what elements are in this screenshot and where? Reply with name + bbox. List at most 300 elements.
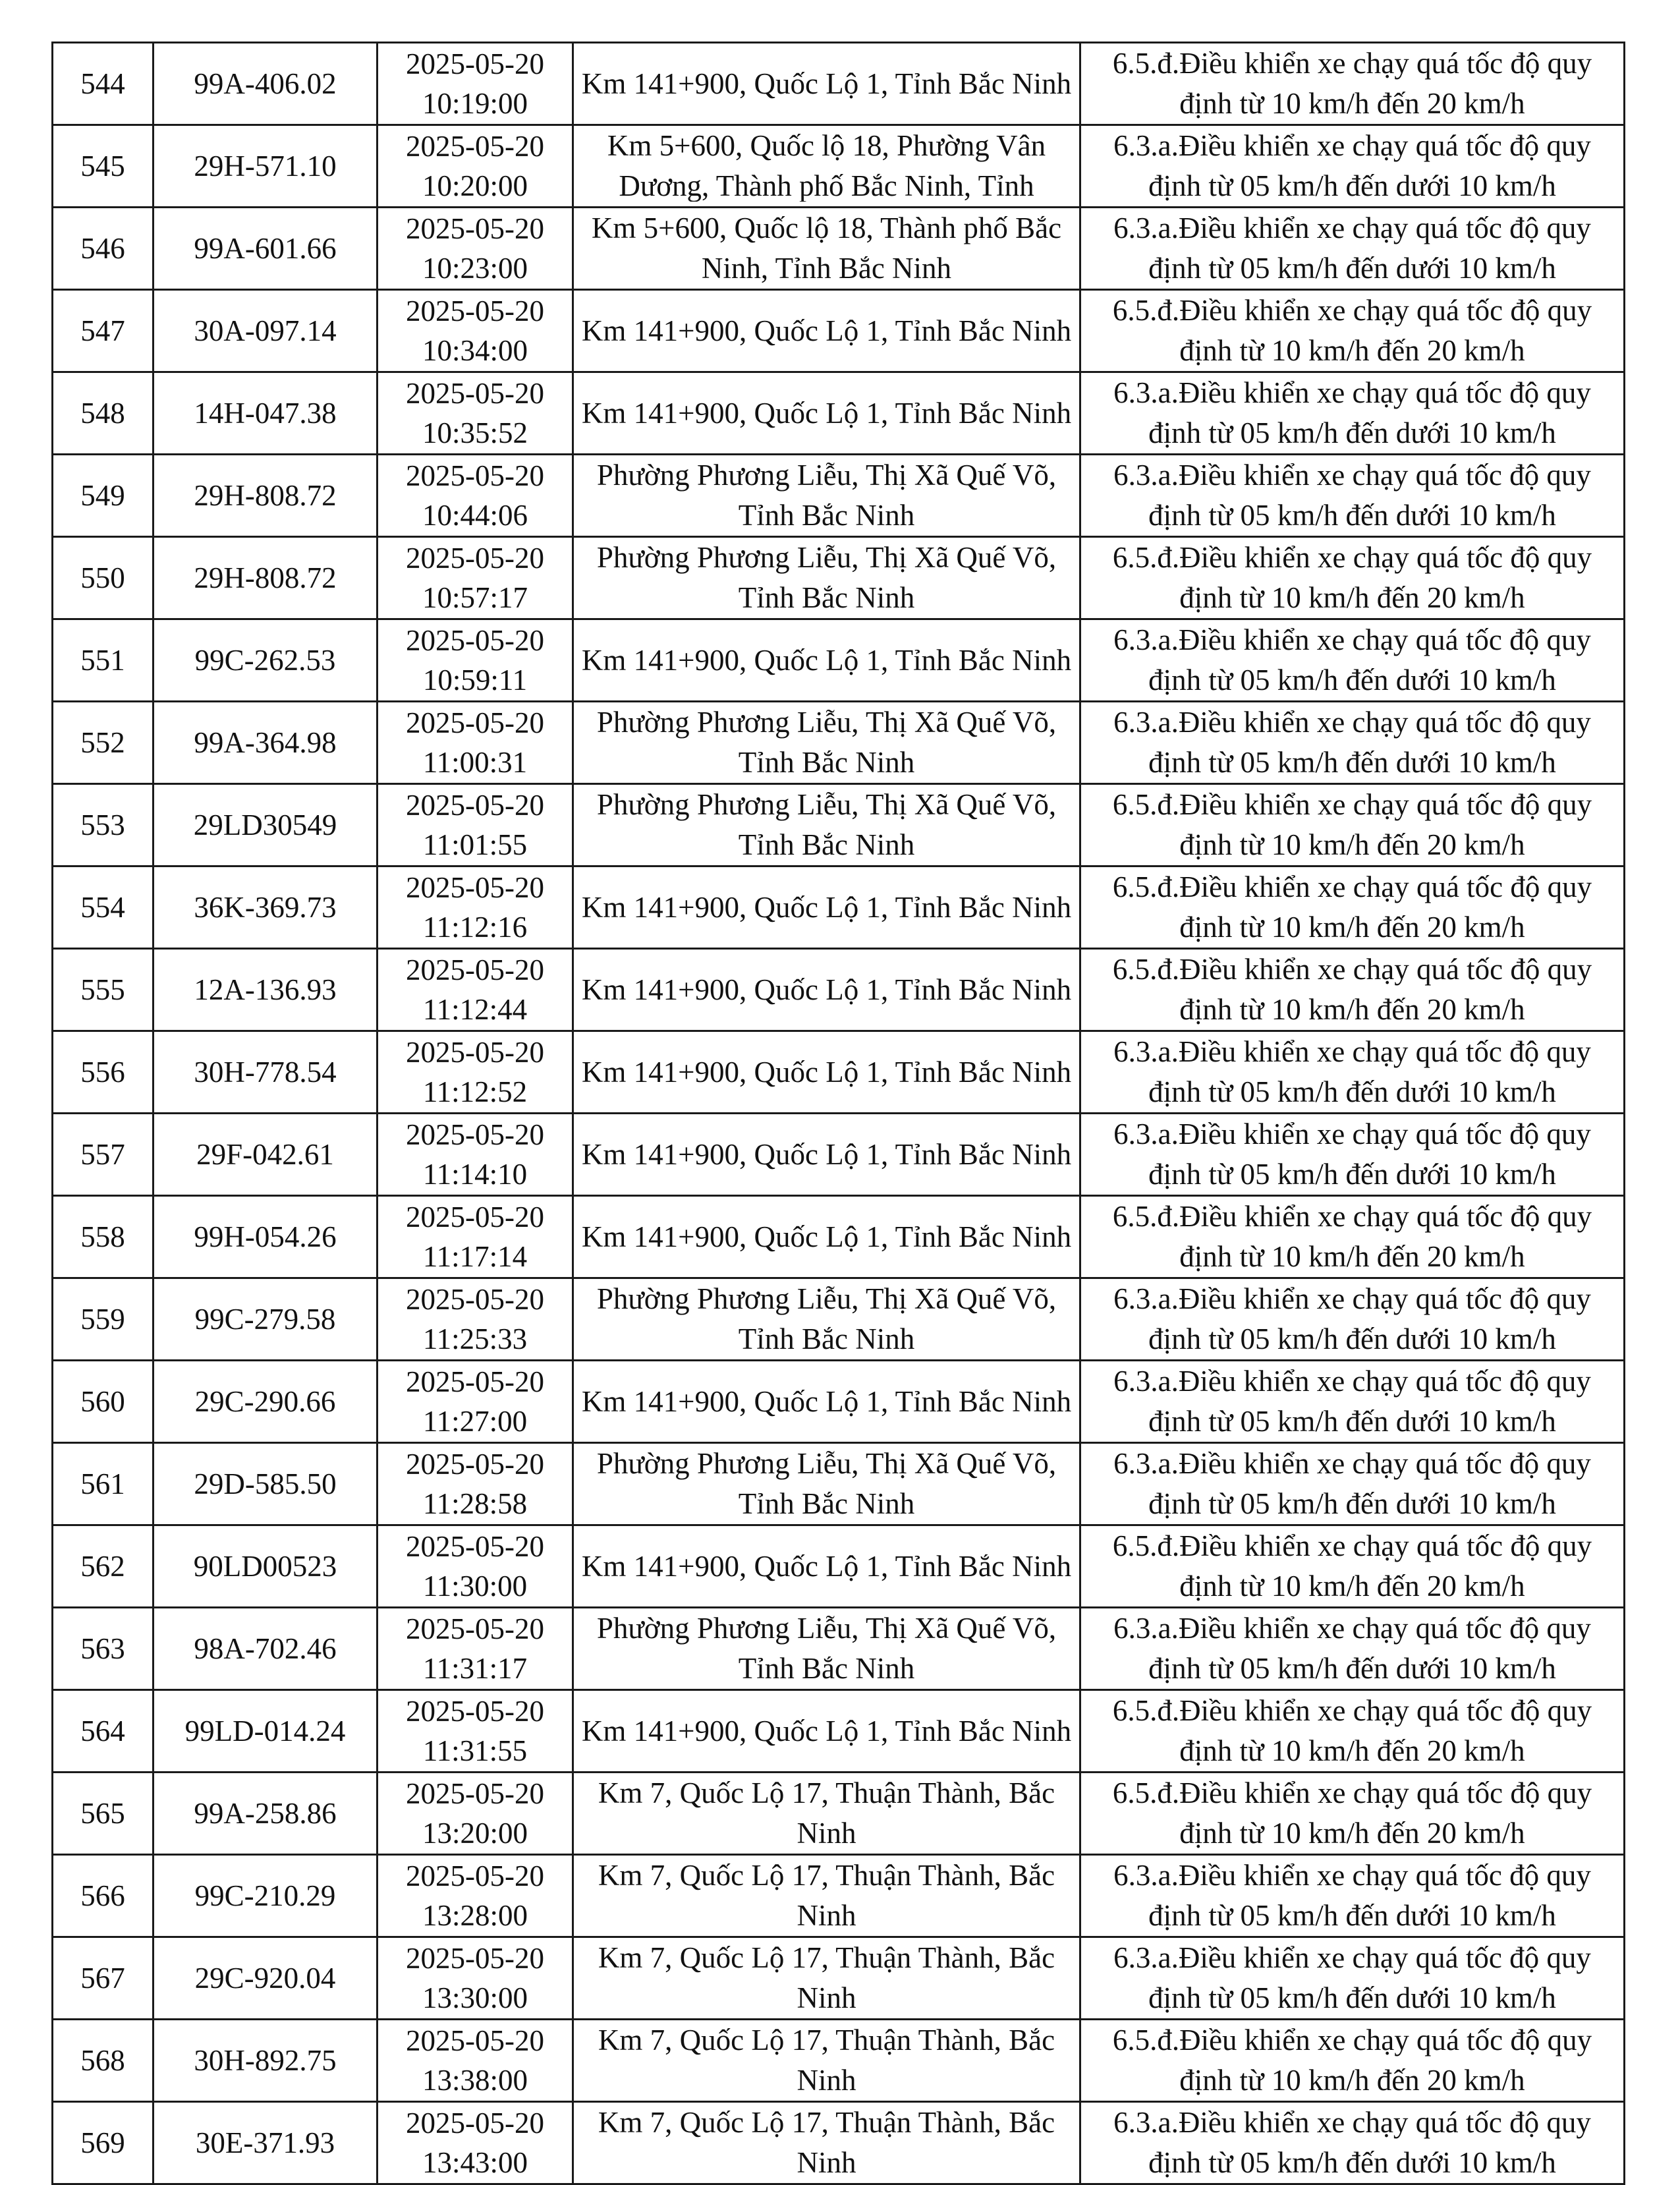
- cell-stt: [53, 702, 154, 784]
- cell-location: [573, 290, 1080, 372]
- cell-violation-text: 6.3.a.Điều khiển xe chạy quá tốc độ quy định từ 05 km/h đến dưới 10 km/h: [1113, 1365, 1591, 1438]
- table-row: [53, 1196, 1625, 1278]
- cell-datetime-text: 11:12:16: [422, 911, 528, 944]
- cell-datetime-text: 2025-05-20: [406, 706, 544, 739]
- cell-datetime-text: 11:12:52: [422, 1075, 528, 1108]
- cell-stt-text: 553: [80, 808, 125, 841]
- cell-plate-text: 99C-210.29: [194, 1879, 336, 1912]
- cell-plate: [154, 2020, 378, 2102]
- cell-plate: [154, 1031, 378, 1114]
- cell-violation-text: 6.5.đ.Điều khiển xe chạy quá tốc độ quy định từ 10 km/h đến 20 km/h: [1112, 1694, 1592, 1767]
- cell-location-text: Km 141+900, Quốc Lộ 1, Tỉnh Bắc Ninh: [581, 1384, 1072, 1418]
- cell-location: [573, 702, 1080, 784]
- cell-datetime-text: 11:30:00: [422, 1570, 528, 1603]
- cell-plate-text: 90LD00523: [193, 1549, 337, 1583]
- cell-datetime-text: 11:31:55: [422, 1734, 528, 1767]
- cell-location-text: Phường Phương Liễu, Thị Xã Quế Võ, Tỉnh Bắc Ninh: [596, 541, 1057, 614]
- cell-location: [573, 372, 1080, 455]
- cell-location-text: Phường Phương Liễu, Thị Xã Quế Võ, Tỉnh Bắc Ninh: [596, 1447, 1057, 1520]
- cell-stt-text: 555: [80, 973, 125, 1006]
- cell-stt-text: 550: [80, 561, 125, 594]
- cell-stt: [53, 1031, 154, 1114]
- cell-violation: [1080, 1031, 1625, 1114]
- cell-datetime-text: 11:00:31: [422, 746, 528, 779]
- cell-violation: [1080, 208, 1625, 290]
- cell-stt-text: 561: [80, 1467, 125, 1500]
- cell-plate: [154, 1196, 378, 1278]
- cell-violation-text: 6.5.đ.Điều khiển xe chạy quá tốc độ quy định từ 10 km/h đến 20 km/h: [1112, 541, 1592, 614]
- cell-location: [573, 455, 1080, 537]
- cell-datetime-text: 13:28:00: [422, 1899, 528, 1932]
- cell-datetime-text: 2025-05-20: [406, 377, 544, 410]
- cell-datetime-text: 2025-05-20: [406, 212, 544, 245]
- cell-datetime-text: 2025-05-20: [406, 130, 544, 163]
- cell-violation: [1080, 372, 1625, 455]
- cell-datetime-text: 13:20:00: [422, 1817, 528, 1850]
- cell-violation-text: 6.3.a.Điều khiển xe chạy quá tốc độ quy định từ 05 km/h đến dưới 10 km/h: [1113, 706, 1591, 779]
- cell-datetime: [378, 1114, 573, 1196]
- cell-location: [573, 949, 1080, 1031]
- cell-stt-text: 545: [80, 149, 125, 183]
- cell-location-text: Km 5+600, Quốc lộ 18, Thành phố Bắc Ninh, Tỉnh Bắc Ninh: [591, 212, 1062, 284]
- cell-datetime-text: 10:35:52: [422, 416, 528, 449]
- cell-stt: [53, 1196, 154, 1278]
- cell-stt: [53, 1278, 154, 1361]
- cell-datetime-text: 2025-05-20: [406, 1201, 544, 1234]
- cell-plate-text: 29H-571.10: [194, 149, 337, 183]
- cell-datetime-text: 2025-05-20: [406, 1448, 544, 1481]
- cell-stt-text: 546: [80, 231, 125, 265]
- cell-violation-text: 6.5.đ.Điều khiển xe chạy quá tốc độ quy định từ 10 km/h đến 20 km/h: [1112, 47, 1592, 120]
- cell-violation: [1080, 1773, 1625, 1855]
- cell-violation: [1080, 1114, 1625, 1196]
- cell-plate-text: 14H-047.38: [194, 396, 337, 430]
- cell-datetime-text: 11:28:58: [422, 1487, 528, 1520]
- cell-location: [573, 1773, 1080, 1855]
- cell-datetime: [378, 1443, 573, 1525]
- cell-stt-text: 567: [80, 1961, 125, 1995]
- cell-stt-text: 548: [80, 396, 125, 430]
- cell-location: [573, 1361, 1080, 1443]
- table-row: [53, 1278, 1625, 1361]
- cell-violation-text: 6.5.đ.Điều khiển xe chạy quá tốc độ quy định từ 10 km/h đến 20 km/h: [1112, 2024, 1592, 2097]
- cell-violation-text: 6.3.a.Điều khiển xe chạy quá tốc độ quy định từ 05 km/h đến dưới 10 km/h: [1113, 1612, 1591, 1685]
- cell-plate: [154, 537, 378, 619]
- cell-stt-text: 557: [80, 1137, 125, 1171]
- cell-stt-text: 551: [80, 643, 125, 677]
- cell-stt-text: 566: [80, 1879, 125, 1912]
- cell-location: [573, 619, 1080, 702]
- cell-location-text: Km 141+900, Quốc Lộ 1, Tỉnh Bắc Ninh: [581, 1549, 1072, 1583]
- cell-plate-text: 30H-778.54: [194, 1055, 337, 1089]
- cell-datetime-text: 2025-05-20: [406, 1859, 544, 1892]
- cell-plate-text: 29H-808.72: [194, 561, 337, 594]
- cell-violation: [1080, 702, 1625, 784]
- cell-violation-text: 6.3.a.Điều khiển xe chạy quá tốc độ quy định từ 05 km/h đến dưới 10 km/h: [1113, 376, 1591, 449]
- cell-plate-text: 29C-290.66: [194, 1384, 336, 1418]
- table-row: [53, 1525, 1625, 1608]
- cell-stt: [53, 949, 154, 1031]
- cell-datetime-text: 2025-05-20: [406, 871, 544, 904]
- cell-datetime: [378, 949, 573, 1031]
- cell-plate-text: 29C-920.04: [194, 1961, 336, 1995]
- table-row: [53, 208, 1625, 290]
- cell-stt-text: 564: [80, 1714, 125, 1747]
- cell-plate: [154, 619, 378, 702]
- cell-datetime: [378, 2020, 573, 2102]
- cell-violation: [1080, 455, 1625, 537]
- cell-datetime-text: 2025-05-20: [406, 953, 544, 986]
- table-row: [53, 537, 1625, 619]
- cell-violation-text: 6.5.đ.Điều khiển xe chạy quá tốc độ quy định từ 10 km/h đến 20 km/h: [1112, 870, 1592, 944]
- cell-location: [573, 866, 1080, 949]
- cell-stt: [53, 455, 154, 537]
- cell-location-text: Km 7, Quốc Lộ 17, Thuận Thành, Bắc Ninh: [598, 2106, 1055, 2179]
- table-row: [53, 2020, 1625, 2102]
- cell-location-text: Phường Phương Liễu, Thị Xã Quế Võ, Tỉnh Bắc Ninh: [596, 1282, 1057, 1355]
- cell-plate: [154, 949, 378, 1031]
- cell-datetime: [378, 372, 573, 455]
- cell-datetime: [378, 1031, 573, 1114]
- cell-violation-text: 6.3.a.Điều khiển xe chạy quá tốc độ quy định từ 05 km/h đến dưới 10 km/h: [1113, 459, 1591, 532]
- cell-violation-text: 6.3.a.Điều khiển xe chạy quá tốc độ quy định từ 05 km/h đến dưới 10 km/h: [1113, 1447, 1591, 1520]
- table-row: [53, 1608, 1625, 1690]
- cell-datetime: [378, 1690, 573, 1773]
- table-row: [53, 1361, 1625, 1443]
- cell-datetime-text: 10:57:17: [422, 581, 528, 614]
- cell-datetime-text: 11:12:44: [422, 993, 528, 1026]
- cell-location: [573, 1608, 1080, 1690]
- cell-datetime: [378, 702, 573, 784]
- cell-violation-text: 6.5.đ.Điều khiển xe chạy quá tốc độ quy định từ 10 km/h đến 20 km/h: [1112, 1776, 1592, 1850]
- cell-plate: [154, 2102, 378, 2184]
- cell-plate: [154, 1443, 378, 1525]
- cell-stt-text: 563: [80, 1632, 125, 1665]
- cell-location-text: Km 7, Quốc Lộ 17, Thuận Thành, Bắc Ninh: [598, 1941, 1055, 2014]
- cell-plate-text: 99A-258.86: [194, 1796, 337, 1830]
- cell-location-text: Phường Phương Liễu, Thị Xã Quế Võ, Tỉnh Bắc Ninh: [596, 788, 1057, 861]
- cell-plate-text: 29LD30549: [193, 808, 337, 841]
- table-row: [53, 1114, 1625, 1196]
- cell-location-text: Km 7, Quốc Lộ 17, Thuận Thành, Bắc Ninh: [598, 2024, 1055, 2097]
- cell-violation: [1080, 1525, 1625, 1608]
- cell-stt: [53, 43, 154, 125]
- cell-violation: [1080, 619, 1625, 702]
- cell-violation-text: 6.3.a.Điều khiển xe chạy quá tốc độ quy định từ 05 km/h đến dưới 10 km/h: [1113, 2106, 1591, 2179]
- cell-datetime: [378, 208, 573, 290]
- cell-plate: [154, 702, 378, 784]
- cell-datetime-text: 2025-05-20: [406, 1777, 544, 1810]
- cell-datetime-text: 2025-05-20: [406, 295, 544, 327]
- cell-location-text: Km 5+600, Quốc lộ 18, Phường Vân Dương, Thành phố Bắc Ninh, Tỉnh: [607, 129, 1046, 202]
- cell-plate: [154, 125, 378, 208]
- cell-plate: [154, 1855, 378, 1937]
- table-row: [53, 1690, 1625, 1773]
- cell-violation-text: 6.5.đ.Điều khiển xe chạy quá tốc độ quy định từ 10 km/h đến 20 km/h: [1112, 294, 1592, 367]
- cell-datetime-text: 2025-05-20: [406, 1283, 544, 1316]
- cell-datetime-text: 2025-05-20: [406, 1118, 544, 1151]
- cell-datetime: [378, 290, 573, 372]
- cell-stt: [53, 619, 154, 702]
- cell-location-text: Km 141+900, Quốc Lộ 1, Tỉnh Bắc Ninh: [581, 1055, 1072, 1089]
- cell-violation: [1080, 1443, 1625, 1525]
- cell-datetime-text: 2025-05-20: [406, 47, 544, 80]
- table-row: [53, 290, 1625, 372]
- cell-plate-text: 99A-406.02: [194, 67, 337, 100]
- cell-datetime-text: 2025-05-20: [406, 542, 544, 575]
- cell-violation: [1080, 2020, 1625, 2102]
- cell-plate-text: 99H-054.26: [194, 1220, 337, 1253]
- cell-plate-text: 99LD-014.24: [184, 1714, 346, 1747]
- cell-violation-text: 6.3.a.Điều khiển xe chạy quá tốc độ quy định từ 05 km/h đến dưới 10 km/h: [1113, 212, 1591, 285]
- cell-datetime-text: 10:59:11: [422, 664, 528, 696]
- cell-violation: [1080, 1278, 1625, 1361]
- cell-stt-text: 549: [80, 478, 125, 512]
- cell-stt: [53, 2102, 154, 2184]
- cell-stt-text: 547: [80, 314, 125, 347]
- cell-plate-text: 36K-369.73: [194, 890, 337, 924]
- cell-violation-text: 6.5.đ.Điều khiển xe chạy quá tốc độ quy định từ 10 km/h đến 20 km/h: [1112, 953, 1592, 1026]
- table-row: [53, 702, 1625, 784]
- cell-stt-text: 569: [80, 2126, 125, 2159]
- cell-datetime: [378, 537, 573, 619]
- cell-violation: [1080, 949, 1625, 1031]
- cell-datetime-text: 2025-05-20: [406, 1695, 544, 1728]
- cell-location-text: Phường Phương Liễu, Thị Xã Quế Võ, Tỉnh Bắc Ninh: [596, 706, 1057, 779]
- cell-stt: [53, 784, 154, 866]
- cell-plate-text: 29H-808.72: [194, 478, 337, 512]
- cell-datetime-text: 11:14:10: [422, 1158, 528, 1191]
- cell-violation-text: 6.5.đ.Điều khiển xe chạy quá tốc độ quy định từ 10 km/h đến 20 km/h: [1112, 788, 1592, 861]
- cell-datetime-text: 2025-05-20: [406, 1036, 544, 1069]
- cell-location-text: Km 7, Quốc Lộ 17, Thuận Thành, Bắc Ninh: [598, 1859, 1055, 1932]
- cell-stt: [53, 1114, 154, 1196]
- cell-plate-text: 99C-279.58: [194, 1302, 336, 1336]
- cell-datetime-text: 11:01:55: [422, 828, 528, 861]
- cell-violation: [1080, 1690, 1625, 1773]
- cell-datetime: [378, 866, 573, 949]
- cell-plate: [154, 455, 378, 537]
- cell-datetime-text: 2025-05-20: [406, 1530, 544, 1563]
- cell-stt: [53, 1361, 154, 1443]
- cell-stt: [53, 866, 154, 949]
- cell-location-text: Km 141+900, Quốc Lộ 1, Tỉnh Bắc Ninh: [581, 643, 1072, 677]
- cell-stt: [53, 208, 154, 290]
- table-row: [53, 43, 1625, 125]
- cell-violation-text: 6.3.a.Điều khiển xe chạy quá tốc độ quy định từ 05 km/h đến dưới 10 km/h: [1113, 1859, 1591, 1932]
- cell-plate: [154, 1361, 378, 1443]
- cell-violation: [1080, 1608, 1625, 1690]
- cell-location: [573, 2102, 1080, 2184]
- table-row: [53, 2102, 1625, 2184]
- cell-violation: [1080, 1855, 1625, 1937]
- cell-location: [573, 1031, 1080, 1114]
- cell-datetime-text: 2025-05-20: [406, 2107, 544, 2140]
- cell-plate: [154, 1525, 378, 1608]
- cell-datetime-text: 2025-05-20: [406, 1942, 544, 1975]
- cell-location-text: Phường Phương Liễu, Thị Xã Quế Võ, Tỉnh Bắc Ninh: [596, 1612, 1057, 1685]
- cell-violation-text: 6.5.đ.Điều khiển xe chạy quá tốc độ quy định từ 10 km/h đến 20 km/h: [1112, 1200, 1592, 1273]
- cell-stt-text: 558: [80, 1220, 125, 1253]
- cell-plate: [154, 866, 378, 949]
- cell-stt: [53, 1525, 154, 1608]
- cell-violation-text: 6.3.a.Điều khiển xe chạy quá tốc độ quy định từ 05 km/h đến dưới 10 km/h: [1113, 1282, 1591, 1355]
- cell-violation-text: 6.3.a.Điều khiển xe chạy quá tốc độ quy định từ 05 km/h đến dưới 10 km/h: [1113, 129, 1591, 202]
- cell-datetime: [378, 2102, 573, 2184]
- cell-datetime: [378, 43, 573, 125]
- cell-plate: [154, 784, 378, 866]
- cell-violation-text: 6.3.a.Điều khiển xe chạy quá tốc độ quy định từ 05 km/h đến dưới 10 km/h: [1113, 1118, 1591, 1191]
- cell-plate-text: 29D-585.50: [194, 1467, 337, 1500]
- table-row: [53, 866, 1625, 949]
- cell-stt-text: 568: [80, 2043, 125, 2077]
- cell-datetime-text: 10:34:00: [422, 334, 528, 367]
- cell-stt-text: 552: [80, 725, 125, 759]
- cell-datetime-text: 2025-05-20: [406, 789, 544, 822]
- cell-datetime-text: 13:38:00: [422, 2064, 528, 2097]
- cell-violation: [1080, 1196, 1625, 1278]
- cell-violation: [1080, 784, 1625, 866]
- cell-stt: [53, 1608, 154, 1690]
- cell-stt: [53, 1855, 154, 1937]
- cell-datetime-text: 10:23:00: [422, 252, 528, 285]
- table-row: [53, 455, 1625, 537]
- table-row: [53, 949, 1625, 1031]
- cell-location-text: Km 141+900, Quốc Lộ 1, Tỉnh Bắc Ninh: [581, 67, 1072, 100]
- cell-violation-text: 6.3.a.Điều khiển xe chạy quá tốc độ quy định từ 05 km/h đến dưới 10 km/h: [1113, 1941, 1591, 2014]
- cell-plate-text: 99A-601.66: [194, 231, 337, 265]
- cell-plate-text: 98A-702.46: [194, 1632, 337, 1665]
- cell-violation-text: 6.3.a.Điều khiển xe chạy quá tốc độ quy định từ 05 km/h đến dưới 10 km/h: [1113, 1035, 1591, 1108]
- cell-location-text: Km 141+900, Quốc Lộ 1, Tỉnh Bắc Ninh: [581, 1220, 1072, 1253]
- table-row: [53, 784, 1625, 866]
- cell-location: [573, 125, 1080, 208]
- cell-location: [573, 1114, 1080, 1196]
- cell-violation: [1080, 125, 1625, 208]
- cell-datetime-text: 2025-05-20: [406, 459, 544, 492]
- cell-stt: [53, 1937, 154, 2020]
- cell-violation: [1080, 1937, 1625, 2020]
- cell-location-text: Km 141+900, Quốc Lộ 1, Tỉnh Bắc Ninh: [581, 1137, 1072, 1171]
- cell-plate: [154, 290, 378, 372]
- cell-datetime: [378, 1361, 573, 1443]
- cell-location: [573, 208, 1080, 290]
- table-row: [53, 1443, 1625, 1525]
- cell-stt-text: 544: [80, 67, 125, 100]
- cell-location: [573, 1525, 1080, 1608]
- cell-datetime: [378, 1937, 573, 2020]
- cell-datetime-text: 11:27:00: [422, 1405, 528, 1438]
- table-row: [53, 125, 1625, 208]
- cell-location: [573, 784, 1080, 866]
- cell-location: [573, 43, 1080, 125]
- cell-datetime: [378, 784, 573, 866]
- cell-plate-text: 30E-371.93: [195, 2126, 335, 2159]
- cell-datetime: [378, 125, 573, 208]
- cell-plate-text: 99C-262.53: [194, 643, 336, 677]
- cell-violation: [1080, 43, 1625, 125]
- cell-datetime-text: 13:30:00: [422, 1981, 528, 2014]
- table-body: [53, 43, 1625, 2184]
- cell-stt-text: 559: [80, 1302, 125, 1336]
- cell-stt: [53, 1773, 154, 1855]
- cell-datetime: [378, 1773, 573, 1855]
- cell-datetime: [378, 455, 573, 537]
- cell-plate: [154, 208, 378, 290]
- cell-datetime-text: 11:17:14: [422, 1240, 528, 1273]
- cell-plate: [154, 1773, 378, 1855]
- cell-plate-text: 29F-042.61: [196, 1137, 334, 1171]
- cell-stt: [53, 372, 154, 455]
- cell-stt-text: 560: [80, 1384, 125, 1418]
- cell-datetime: [378, 1855, 573, 1937]
- cell-location: [573, 1855, 1080, 1937]
- table-row: [53, 372, 1625, 455]
- cell-stt-text: 565: [80, 1796, 125, 1830]
- cell-location: [573, 1690, 1080, 1773]
- cell-violation-text: 6.3.a.Điều khiển xe chạy quá tốc độ quy định từ 05 km/h đến dưới 10 km/h: [1113, 623, 1591, 696]
- cell-datetime: [378, 1278, 573, 1361]
- cell-plate: [154, 1608, 378, 1690]
- cell-location-text: Km 7, Quốc Lộ 17, Thuận Thành, Bắc Ninh: [598, 1776, 1055, 1850]
- cell-location-text: Km 141+900, Quốc Lộ 1, Tỉnh Bắc Ninh: [581, 396, 1072, 430]
- cell-plate: [154, 1114, 378, 1196]
- cell-location-text: Km 141+900, Quốc Lộ 1, Tỉnh Bắc Ninh: [581, 314, 1072, 347]
- cell-location-text: Km 141+900, Quốc Lộ 1, Tỉnh Bắc Ninh: [581, 890, 1072, 924]
- table-row: [53, 1855, 1625, 1937]
- cell-stt-text: 562: [80, 1549, 125, 1583]
- cell-stt: [53, 2020, 154, 2102]
- table-row: [53, 1937, 1625, 2020]
- cell-location-text: Phường Phương Liễu, Thị Xã Quế Võ, Tỉnh Bắc Ninh: [596, 459, 1057, 532]
- cell-location-text: Km 141+900, Quốc Lộ 1, Tỉnh Bắc Ninh: [581, 1714, 1072, 1747]
- table-row: [53, 1031, 1625, 1114]
- cell-location: [573, 537, 1080, 619]
- cell-stt: [53, 290, 154, 372]
- cell-stt-text: 556: [80, 1055, 125, 1089]
- cell-datetime-text: 10:19:00: [422, 87, 528, 120]
- cell-datetime-text: 11:31:17: [422, 1652, 528, 1685]
- violations-table: [51, 42, 1625, 2185]
- cell-location: [573, 1196, 1080, 1278]
- cell-stt-text: 554: [80, 890, 125, 924]
- cell-stt: [53, 1443, 154, 1525]
- cell-datetime-text: 2025-05-20: [406, 624, 544, 657]
- cell-plate: [154, 1690, 378, 1773]
- cell-plate-text: 30A-097.14: [194, 314, 337, 347]
- cell-datetime-text: 11:25:33: [422, 1322, 528, 1355]
- cell-plate-text: 12A-136.93: [194, 973, 337, 1006]
- cell-plate: [154, 43, 378, 125]
- cell-datetime: [378, 619, 573, 702]
- cell-location: [573, 1278, 1080, 1361]
- cell-violation: [1080, 2102, 1625, 2184]
- cell-datetime-text: 2025-05-20: [406, 2024, 544, 2057]
- cell-location: [573, 2020, 1080, 2102]
- cell-violation: [1080, 1361, 1625, 1443]
- cell-location: [573, 1937, 1080, 2020]
- cell-plate-text: 30H-892.75: [194, 2043, 337, 2077]
- cell-datetime-text: 10:44:06: [422, 499, 528, 532]
- cell-plate: [154, 1278, 378, 1361]
- cell-datetime-text: 10:20:00: [422, 169, 528, 202]
- cell-datetime-text: 2025-05-20: [406, 1365, 544, 1398]
- cell-plate: [154, 1937, 378, 2020]
- cell-location: [573, 1443, 1080, 1525]
- cell-stt: [53, 125, 154, 208]
- cell-datetime: [378, 1196, 573, 1278]
- cell-location-text: Km 141+900, Quốc Lộ 1, Tỉnh Bắc Ninh: [581, 973, 1072, 1006]
